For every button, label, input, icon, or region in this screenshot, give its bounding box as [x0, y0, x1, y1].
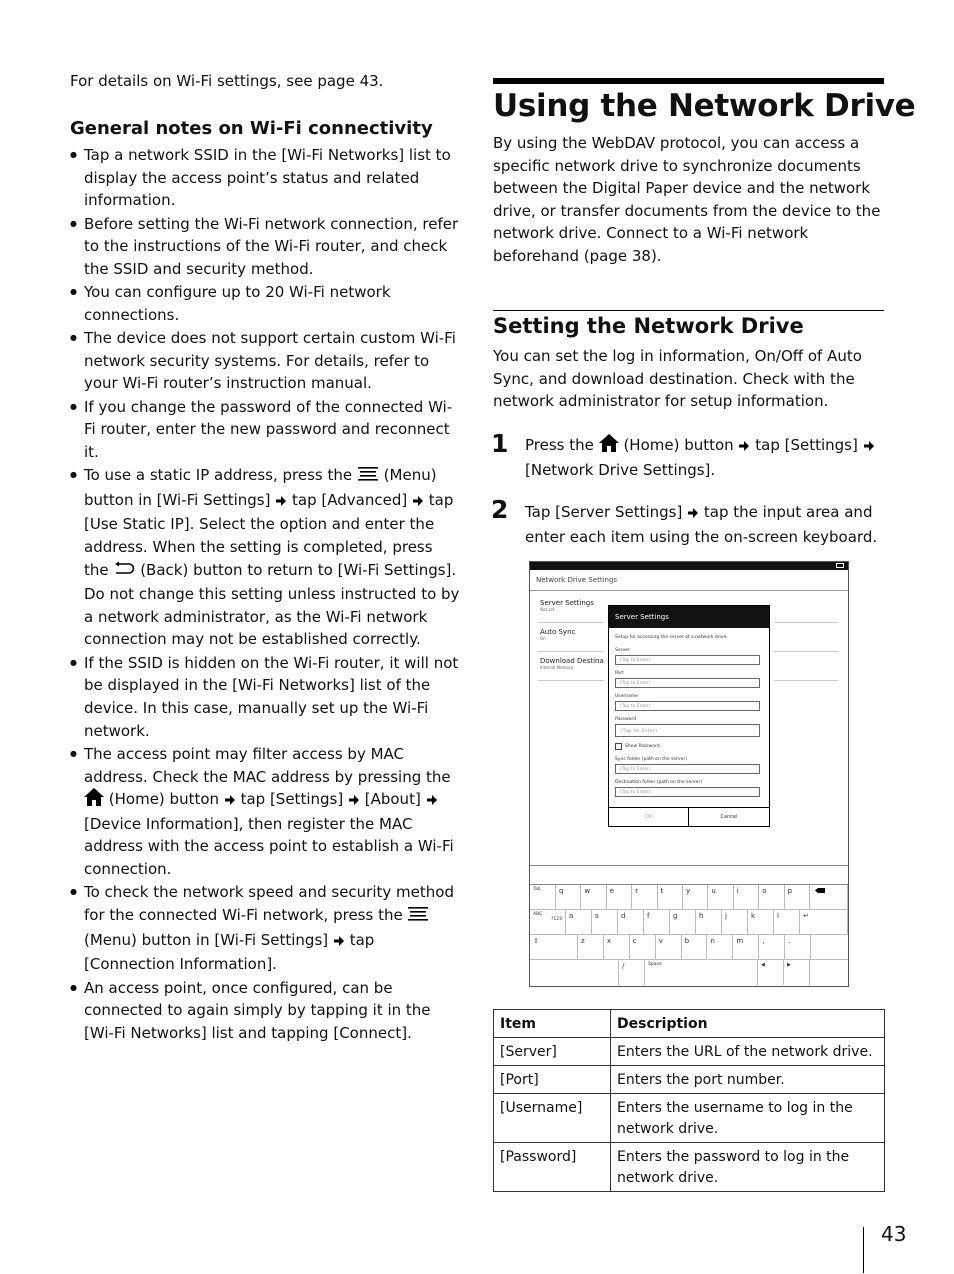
list-item: [70, 881, 460, 975]
setting-item-server[interactable]: [540, 599, 604, 612]
column-header: Item: [494, 1010, 611, 1038]
show-password-checkbox[interactable]: [615, 743, 622, 750]
key[interactable]: ,: [759, 935, 785, 960]
setting-item-download-destination[interactable]: [540, 657, 604, 670]
arrow-right-icon: [738, 436, 750, 459]
key[interactable]: m: [733, 935, 759, 960]
server-settings-dialog: [608, 605, 770, 827]
table-cell: Enters the username to log in the network drive.: [611, 1094, 885, 1143]
step-text: Tap [Server Settings]: [525, 503, 683, 521]
key[interactable]: l: [774, 910, 800, 935]
list-item-text: tap [Advanced]: [292, 490, 408, 509]
key-right[interactable]: ▶: [784, 960, 810, 985]
home-icon: [599, 434, 619, 459]
password-label: Password: [615, 717, 637, 722]
table-row: [494, 1038, 885, 1066]
cancel-button[interactable]: Cancel: [720, 814, 738, 820]
setting-item-value: Not set: [540, 607, 555, 612]
list-item-text: (Back) button to return to [Wi-Fi Settings].: [140, 560, 457, 579]
key[interactable]: g: [670, 910, 696, 935]
device-screen-title: Network Drive Settings: [536, 576, 618, 584]
step-text: tap [Settings]: [755, 436, 858, 454]
port-input[interactable]: (Tap to Enter): [615, 678, 760, 688]
arrow-right-icon: [224, 790, 236, 813]
key-backspace[interactable]: [810, 885, 848, 910]
divider: [530, 865, 848, 866]
key-slash[interactable]: /: [619, 960, 645, 985]
arrow-right-icon: [333, 931, 345, 954]
step-text: tap the input area and enter each item using the on-screen keyboard.: [525, 503, 878, 546]
section-heading: Setting the Network Drive: [493, 314, 804, 338]
step-text: Press the: [525, 436, 594, 454]
setting-item-title: Auto Sync: [540, 628, 576, 636]
list-item-text: The access point may filter access by MAC address. Check the MAC address by pressing the: [84, 745, 451, 786]
key[interactable]: n: [708, 935, 734, 960]
key[interactable]: x: [604, 935, 630, 960]
list-item-text: To use a static IP address, press the: [84, 466, 353, 485]
setting-item-title: Server Settings: [540, 599, 594, 607]
column-header: Description: [611, 1010, 885, 1038]
setting-item-value: On: [540, 636, 546, 641]
key[interactable]: e: [607, 885, 632, 910]
password-input[interactable]: (Tap to Enter): [615, 724, 760, 737]
key[interactable]: b: [682, 935, 708, 960]
key[interactable]: z: [578, 935, 604, 960]
page-title: Using the Network Drive: [493, 88, 916, 124]
key[interactable]: t: [658, 885, 683, 910]
key[interactable]: r: [632, 885, 657, 910]
divider: [774, 680, 838, 681]
menu-icon: [407, 906, 429, 929]
key[interactable]: y: [683, 885, 708, 910]
table-row: [494, 1066, 885, 1094]
key[interactable]: w: [581, 885, 606, 910]
setting-item-title: Download Destina: [540, 657, 604, 665]
dialog-description: Setup for accessing the server of a network drive.: [615, 635, 728, 640]
show-password-label: Show Password: [625, 744, 660, 749]
wifi-details-reference: For details on Wi-Fi settings, see page 43.: [70, 72, 384, 90]
list-item: [70, 743, 460, 881]
key[interactable]: f: [644, 910, 670, 935]
table-cell: [Server]: [494, 1038, 611, 1066]
server-label: Server: [615, 648, 630, 653]
list-item: ● Before setting the Wi-Fi network connection, refer to the instructions of the Wi-Fi router, and check the SSID and security method.: [70, 213, 460, 281]
title-rule: [493, 78, 884, 84]
arrow-right-icon: [863, 436, 875, 459]
arrow-right-icon: [275, 491, 287, 514]
general-notes-list: [70, 144, 460, 1044]
sync-folder-input[interactable]: (Tap to Enter): [615, 764, 760, 774]
username-input[interactable]: (Tap to Enter): [615, 701, 760, 711]
table-row: [494, 1094, 885, 1143]
list-item-text: tap [Connection Information].: [84, 930, 375, 974]
step-number: 1: [491, 429, 509, 458]
key-space[interactable]: Space: [645, 960, 758, 985]
list-item-text: Do not change this setting unless instructed to by a network administrator, as the Wi-Fi network connection may not be established correctly.: [84, 585, 460, 649]
section-paragraph: You can set the log in information, On/Off of Auto Sync, and download destination. Check with the network administrator for setup information.: [493, 347, 862, 411]
destination-folder-input[interactable]: (Tap to Enter): [615, 787, 760, 797]
ok-button[interactable]: OK: [609, 808, 689, 827]
key-enter[interactable]: ↵: [800, 910, 848, 935]
key-tab[interactable]: Tab: [530, 885, 556, 910]
dialog-title: Server Settings: [615, 613, 669, 621]
key[interactable]: c: [630, 935, 656, 960]
intro-paragraph: By using the WebDAV protocol, you can access a specific network drive to synchronize documents between the Digital Paper device and the network drive, or transfer documents from the device to the network drive. Connect to a Wi-Fi network beforehand (page 38).: [493, 134, 881, 265]
list-item: ● If the SSID is hidden on the Wi-Fi router, it will not be displayed in the [Wi-Fi Networks] list of the device. In this case, manually set up the Wi-Fi network.: [70, 652, 460, 742]
divider: [774, 651, 838, 652]
list-item-text: [About]: [364, 790, 421, 809]
table-row: [494, 1143, 885, 1192]
divider: [538, 622, 604, 623]
key-blank: [530, 960, 619, 985]
divider: [538, 680, 604, 681]
left-column: [70, 70, 460, 1045]
arrow-right-icon: [412, 491, 424, 514]
menu-icon: [357, 466, 379, 489]
table-cell: Enters the port number.: [611, 1066, 885, 1094]
page-number-rule: [863, 1227, 864, 1273]
key[interactable]: d: [618, 910, 644, 935]
list-item: ● Tap a network SSID in the [Wi-Fi Networks] list to display the access point’s status and related information.: [70, 144, 460, 212]
key[interactable]: v: [656, 935, 682, 960]
section-rule: [493, 310, 884, 311]
server-input[interactable]: (Tap to Enter): [615, 655, 760, 665]
list-item-text: (Menu) button in [Wi-Fi Settings]: [84, 930, 329, 949]
key[interactable]: k: [748, 910, 774, 935]
setting-item-auto-sync[interactable]: [540, 628, 604, 641]
destination-folder-label: Destination folder (path on the server): [615, 780, 703, 785]
table-cell: Enters the password to log in the network drive.: [611, 1143, 885, 1192]
general-notes-heading: General notes on Wi-Fi connectivity: [70, 118, 433, 139]
key-label: ?123: [551, 917, 562, 922]
dialog-buttons: [609, 807, 769, 827]
list-item-text: (Menu) button in [Wi-Fi Settings]: [84, 466, 437, 509]
step-text: [Network Drive Settings].: [525, 460, 716, 479]
list-item-text: tap [Use Static IP]. Select the option and enter the address. When the setting is completed, press the: [84, 490, 454, 579]
username-label: Username: [615, 694, 638, 699]
dialog-title-bar: [609, 606, 769, 628]
divider: [538, 651, 604, 652]
port-label: Port: [615, 671, 624, 676]
key[interactable]: a: [566, 910, 592, 935]
step-text: (Home) button: [623, 436, 734, 454]
setting-item-value: Internal Memory: [540, 665, 573, 670]
settings-table: [493, 1009, 885, 1192]
status-bar: [530, 562, 848, 570]
list-item: ● If you change the password of the connected Wi-Fi router, enter the new password and reconnect it.: [70, 396, 460, 464]
table-header-row: [494, 1010, 885, 1038]
list-item-text: [Device Information], then register the MAC address with the access point to establish a Wi-Fi connection.: [84, 814, 454, 878]
list-item: ● The device does not support certain custom Wi-Fi network security systems. For details, refer to your Wi-Fi router’s instruction manual.: [70, 327, 460, 395]
device-screenshot: [529, 561, 849, 987]
key[interactable]: .: [785, 935, 811, 960]
arrow-right-icon: [348, 790, 360, 813]
list-item-text: (Home) button: [108, 790, 220, 809]
key-label: ABC: [533, 912, 543, 917]
key-blank: [811, 935, 848, 960]
arrow-right-icon: [687, 503, 699, 526]
key[interactable]: i: [734, 885, 759, 910]
key[interactable]: p: [785, 885, 810, 910]
key[interactable]: j: [722, 910, 748, 935]
battery-icon: [836, 563, 844, 568]
divider: [530, 590, 848, 591]
key[interactable]: s: [592, 910, 618, 935]
key-left[interactable]: ◀: [758, 960, 784, 985]
step-2-text: [525, 501, 885, 548]
list-item-text: To check the network speed and security method for the connected Wi-Fi network, press the: [84, 883, 454, 924]
divider: [774, 622, 838, 623]
list-item: ● You can configure up to 20 Wi-Fi network connections.: [70, 281, 460, 326]
list-item: [70, 464, 460, 651]
list-item: ● An access point, once configured, can be connected to again simply by tapping it in the [Wi-Fi Networks] list and tapping [Connect].: [70, 977, 460, 1045]
sync-folder-label: Sync folder (path on the server): [615, 757, 688, 762]
table-cell: Enters the URL of the network drive.: [611, 1038, 885, 1066]
page-number: 43: [881, 1222, 907, 1246]
key-abc[interactable]: [530, 910, 566, 935]
home-icon: [84, 788, 104, 813]
list-item-text: tap [Settings]: [240, 790, 344, 809]
table-cell: [Password]: [494, 1143, 611, 1192]
step-1-text: [525, 434, 885, 481]
key[interactable]: h: [696, 910, 722, 935]
key[interactable]: q: [556, 885, 581, 910]
table-cell: [Username]: [494, 1094, 611, 1143]
table-cell: [Port]: [494, 1066, 611, 1094]
arrow-right-icon: [426, 790, 438, 813]
on-screen-keyboard: [530, 884, 848, 987]
back-icon: [113, 561, 135, 584]
key[interactable]: o: [759, 885, 784, 910]
key[interactable]: u: [708, 885, 733, 910]
key-shift[interactable]: ⇧: [530, 935, 578, 960]
step-number: 2: [491, 495, 509, 524]
